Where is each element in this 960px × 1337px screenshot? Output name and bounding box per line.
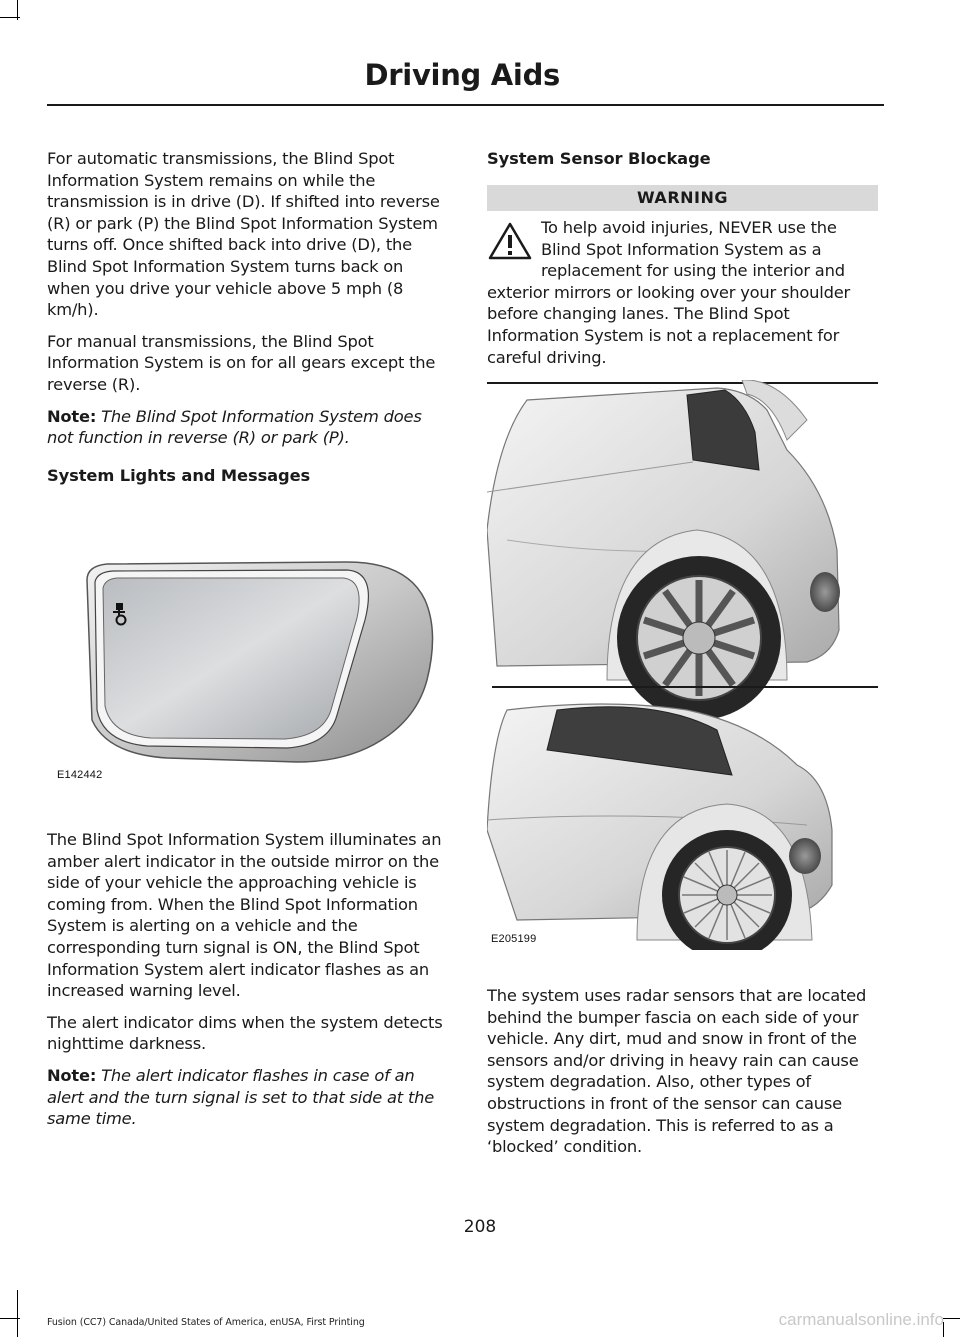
left-column-lower — [47, 829, 447, 1140]
page-title: Driving Aids — [364, 58, 560, 92]
paragraph-radar-sensors: The system uses radar sensors that are located behind the bumper fascia on each side of your vehicle. Any dirt, mud and snow in front of the sensors and/or driving in heavy rain can cause system degradation. Also, other types of obstructions in front of the sensor can cause system degradation. This is referred to as a ‘blocked’ condition. — [487, 986, 867, 1157]
right-column-lower — [487, 985, 878, 1168]
mirror-illustration — [47, 540, 447, 785]
note-reverse-park — [47, 406, 447, 449]
mirror-figure — [47, 540, 447, 785]
watermark: carmanualsonline.info — [778, 1310, 944, 1329]
crop-mark — [0, 1318, 20, 1319]
note-label: Note: — [47, 1065, 97, 1085]
warning-text: To help avoid injuries, NEVER use the Blind Spot Information System as a replacement for using the interior and exterior mirrors or looking over your shoulder before changing lanes. The Blind Spot Information System is not a replacement for careful driving. — [487, 218, 851, 367]
note-text: The alert indicator flashes in case of an alert and the turn signal is set to that side at the same time. — [47, 1065, 435, 1129]
paragraph-manual-transmissions: For manual transmissions, the Blind Spot Information System is on for all gears except the reverse (R). — [47, 331, 436, 394]
sedan-rear-quarter — [487, 704, 832, 950]
paragraph-alert-indicator: The Blind Spot Information System illuminates an amber alert indicator in the outside mirror on the side of your vehicle the approaching vehicle is coming from. When the Blind Spot Information System is alerting on a vehicle and the corresponding turn signal is ON, the Blind Spot Information System alert indicator flashes as an increased warning level. — [47, 830, 442, 1001]
section-heading-sensor-blockage: System Sensor Blockage — [487, 149, 711, 168]
page-number: 208 — [463, 1217, 497, 1237]
figure-id: E205199 — [491, 933, 537, 945]
crop-mark — [17, 1290, 18, 1337]
right-column — [487, 148, 878, 384]
paragraph-nighttime-dimming: The alert indicator dims when the system detects nighttime darkness. — [47, 1012, 443, 1054]
rear-vehicle-illustrations — [487, 380, 878, 950]
publication-info: Fusion (CC7) Canada/United States of America, enUSA, First Printing — [47, 1317, 365, 1328]
section-heading-lights-messages: System Lights and Messages — [47, 465, 311, 485]
crop-mark — [0, 17, 20, 18]
warning-banner: WARNING — [487, 185, 878, 211]
left-column — [47, 148, 447, 487]
note-label: Note: — [47, 406, 97, 426]
paragraph-automatic-transmissions: For automatic transmissions, the Blind Spot Information System remains on while the transmission is in drive (D). If shifted into reverse (R) or park (P) the Blind Spot Information System turns off. Once shifted back into drive (D), the Blind Spot Information System turns back on when you drive your vehicle above 5 mph (8 km/h). — [47, 149, 440, 320]
header-divider — [47, 104, 884, 106]
note-text: The Blind Spot Information System does not function in reverse (R) or park (P). — [47, 406, 422, 448]
suv-rear-quarter — [487, 380, 840, 720]
vehicles-figure — [487, 380, 878, 950]
warning-block — [487, 217, 878, 368]
figure-id: E142442 — [57, 769, 103, 781]
note-alert-flashes — [47, 1065, 447, 1130]
crop-mark — [943, 1318, 960, 1319]
warning-triangle-icon — [487, 221, 533, 261]
